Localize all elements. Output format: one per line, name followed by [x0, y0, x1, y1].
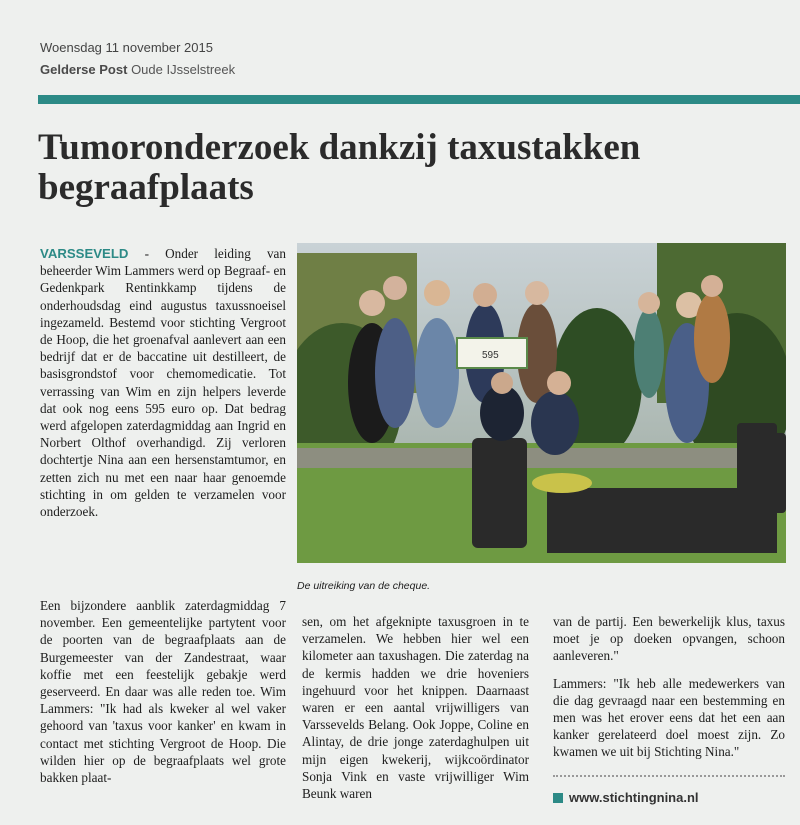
masthead [40, 62, 235, 77]
header-rule [38, 95, 800, 104]
cheque-board [457, 338, 527, 368]
region-name: Oude IJsselstreek [131, 62, 236, 77]
website-reference [553, 790, 699, 805]
body-paragraph: Lammers: "Ik heb alle medewerkers van die dag gevraagd naar een bestemming en men was het erover eens dat het een aan kanker gerelateerd doel moest zijn. Zo kwamen we uit bij Stichting Nina." [553, 675, 785, 760]
article-column-1-top [40, 245, 286, 520]
article-column-3 [553, 613, 785, 761]
article-photo [297, 243, 786, 563]
article-column-1-bottom [40, 597, 286, 786]
square-bullet-icon [553, 793, 563, 803]
lead-text: - Onder leiding van beheerder Wim Lammers werd op Begraaf- en Gedenkpark Rentinkkamp tijdens de onderhoudsdag eind augustus taxussnoeisel ingezameld. Bestemd voor stichting Vergroot de Hoop, die het groenafval aanlevert aan een bedrijf dat er de baccatine uit destilleert, de basisgrondstof voor chemomedicatie. Tot verrassing van Wim en zijn helpers leverde dat ook nog eens 595 euro op. Dat bedrag werd afgelopen zaterdagmiddag aan Ingrid en Norbert Olthof overhandigd. Zij verloren dochtertje Nina aan een hersenstamtumor, en zetten zich nu met een naar haar genoemde stichting in om gelden te verzamelen voor onderzoek. [40, 246, 286, 520]
dateline: VARSSEVELD [40, 246, 129, 261]
article-column-2 [302, 613, 529, 802]
body-paragraph: van de partij. Een bewerkelijk klus, taxus moet je op doeken opvangen, schoon aanleveren." [553, 614, 785, 664]
article-headline: Tumoronderzoek dankzij taxustakken begraafplaats [38, 127, 641, 208]
publication-date: Woensdag 11 november 2015 [40, 40, 213, 55]
body-paragraph: Een bijzondere aanblik zaterdagmiddag 7 november. Een gemeentelijke partytent voor de poorten van de begraafplaats aan de Burgemeester van der Zandestraat, waar koffie met een feestelijk gebakje werd geserveerd. En daar was alle reden toe. Wim Lammers: "Ik had als kweker al wel vaker gehoord van 'taxus voor kanker' en kwam in contact met stichting Vergroot de Hoop. Die wilden hier op de begraafplaats wel grote bakken plaat- [40, 598, 286, 786]
website-url: www.stichtingnina.nl [569, 790, 699, 805]
dotted-divider [553, 775, 785, 777]
body-paragraph: sen, om het afgeknipte taxusgroen in te verzamelen. We hebben hier wel een kilometer aan taxushagen. Die zaterdag na de kermis hadden we drie hoveniers ingehuurd voor het knippen. Daarnaast waren er een aantal vrijwilligers van Varssevelds Belang. Ook Joppe, Coline en Alintay, de drie jonge zaterdaghulpen uit mijn eigen kwekerij, wijkcoördinator Sonja Vink en vaste vrijwilliger Wim Beunk waren [302, 614, 529, 802]
paper-name: Gelderse Post [40, 62, 128, 77]
lead-paragraph [40, 245, 286, 520]
cheque-amount: 595 [482, 350, 499, 361]
photo-caption: De uitreiking van de cheque. [297, 580, 431, 592]
